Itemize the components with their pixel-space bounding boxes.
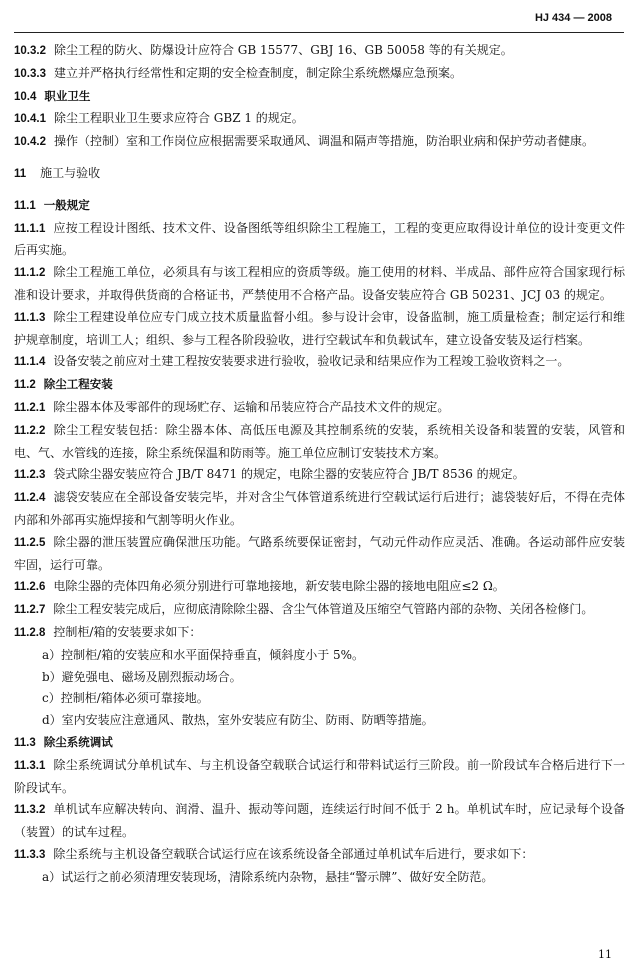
clause-text: 除尘器本体及零部件的现场贮存、运输和吊装应符合产品技术文件的规定。 [53,399,450,414]
paragraph [14,532,625,577]
paragraph [14,218,625,263]
clause-number: 11 [14,167,27,180]
paragraph [14,599,625,622]
paragraph [14,420,625,465]
clause-text: 操作（控制）室和工作岗位应根据需要采取通风、调温和隔声等措施，防治职业病和保护劳动者健康。 [53,134,594,149]
section-heading [14,732,625,755]
clause-text: 电除尘器的壳体四角必须分别进行可靠地接地，新安装电除尘器的接地电阻应≤2 Ω。 [53,579,505,594]
list-item [14,688,625,710]
list-item [14,867,625,889]
clause-text: d）室内安装应注意通风、散热，室外安装应有防尘、防雨、防晒等措施。 [42,713,434,728]
clause-text: 除尘工程安装完成后，应彻底清除除尘器、含尘气体管道及压缩空气管路内部的杂物、关闭各检修门。 [53,602,594,617]
paragraph [14,262,625,307]
section-heading [14,195,625,218]
clause-number: 11.2.5 [14,536,46,549]
document-body [14,40,625,888]
paragraph [14,799,625,844]
clause-text: 除尘系统调试分单机试车、与主机设备空载联合试运行和带料试运行三阶段。前一阶段试车合格后进行下一阶段试车。 [14,757,625,795]
clause-text: 除尘工程建设单位应专门成立技术质量监督小组。参与设计会审，设备监制，施工质量检查；制定运行和维护规章制度，培训工人；组织、参与工程各阶段验收，进行空载试车和负载试车，建立设备安装及运行档案。 [14,309,625,347]
clause-number: 11.1.3 [14,311,46,324]
clause-text: 职业卫生 [44,88,91,103]
chapter-heading [14,163,625,186]
clause-number: 10.3.3 [14,67,46,80]
paragraph [14,622,625,645]
paragraph [14,63,625,86]
section-heading [14,86,625,109]
clause-number: 11.2.1 [14,401,46,414]
clause-text: 袋式除尘器安装应符合 JB/T 8471 的规定，电除尘器的安装应符合 JB/T 8536 的规定。 [53,467,525,482]
clause-number: 11.2.2 [14,424,46,437]
clause-text: 除尘系统调试 [43,734,113,749]
clause-number: 11.1.1 [14,222,46,235]
clause-text: b）避免强电、磁场及剧烈振动场合。 [42,669,242,684]
clause-text: 除尘工程施工单位，必须具有与该工程相应的资质等级。施工使用的材料、半成品、部件应符合国家现行标准和设计要求，并取得供货商的合格证书，严禁使用不合格产品。设备安装应符合 GB 50231、JCJ 03 的规定。 [14,265,625,302]
list-item [14,645,625,667]
paragraph [14,464,625,487]
paragraph [14,40,625,63]
clause-number: 11.2.8 [14,626,46,639]
list-item [14,667,625,689]
clause-number: 11.3.2 [14,804,46,817]
clause-text: c）控制柜/箱体必须可靠接地。 [42,691,209,706]
paragraph [14,755,625,800]
clause-number: 11.2.6 [14,581,46,594]
clause-text: 滤袋安装应在全部设备安装完毕，并对含尘气体管道系统进行空载试运行后进行；滤袋装好后，不得在壳体内部和外部再实施焊接和气割等明火作业。 [14,490,625,527]
clause-text: 应按工程设计图纸、技术文件、设备图纸等组织除尘工程施工，工程的变更应取得设计单位的设计变更文件后再实施。 [14,220,625,258]
clause-text: 设备安装之前应对土建工程按安装要求进行验收，验收记录和结果应作为工程竣工验收资料之一。 [53,354,570,369]
clause-text: 除尘工程安装 [43,377,113,392]
paragraph [14,487,625,532]
paragraph [14,844,625,867]
clause-text: 除尘工程的防火、防爆设计应符合 GB 15577、GBJ 16、GB 50058 等的有关规定。 [53,43,513,57]
page-number: 11 [598,948,612,961]
clause-number: 10.4.2 [14,136,46,149]
clause-number: 11.2.7 [14,604,46,617]
clause-text: 除尘器的泄压装置应确保泄压功能。气路系统要保证密封，气动元件动作应灵活、准确。各运动部件应安装牢固，运行可靠。 [14,534,625,572]
clause-number: 11.2.4 [14,492,46,505]
paragraph [14,397,625,420]
clause-text: 除尘工程安装包括：除尘器本体、高低压电源及其控制系统的安装，系统相关设备和装置的安装，风管和电、气、水管线的连接，除尘系统保温和防雨等。施工单位应制订安装技术方案。 [14,422,625,460]
clause-number: 11.2.3 [14,469,46,482]
paragraph [14,131,625,154]
paragraph [14,351,625,374]
clause-text: 建立并严格执行经常性和定期的安全检查制度，制定除尘系统燃爆应急预案。 [53,65,462,80]
clause-number: 11.3.1 [14,759,46,772]
clause-number: 11.3 [14,736,36,749]
header-rule [14,32,624,33]
clause-text: a）试运行之前必须清理安装现场，清除系统内杂物，悬挂“警示牌”、做好安全防范。 [42,869,494,884]
clause-number: 11.1 [14,199,36,212]
paragraph [14,307,625,352]
clause-number: 11.1.4 [14,356,46,369]
clause-number: 11.2 [14,379,36,392]
document-code: HJ 434 — 2008 [534,12,612,24]
clause-text: 除尘工程职业卫生要求应符合 GBZ 1 的规定。 [53,111,304,126]
clause-text: a）控制柜/箱的安装应和水平面保持垂直，倾斜度小于 5%。 [42,647,365,662]
list-item [14,710,625,732]
clause-number: 11.1.2 [14,267,46,280]
clause-text: 施工与验收 [40,165,101,180]
clause-text: 一般规定 [43,197,90,212]
paragraph [14,108,625,131]
clause-number: 10.4.1 [14,113,46,126]
clause-text: 单机试车应解决转向、润滑、温升、振动等问题，连续运行时间不低于 2 h。单机试车时，应记录每个设备（装置）的试车过程。 [14,802,625,840]
clause-number: 10.3.2 [14,45,46,57]
paragraph [14,576,625,599]
clause-text: 除尘系统与主机设备空载联合试运行应在该系统设备全部通过单机试车后进行，要求如下： [53,846,534,861]
clause-number: 11.3.3 [14,848,46,861]
clause-text: 控制柜/箱的安装要求如下： [53,624,202,639]
clause-number: 10.4 [14,90,37,103]
section-heading [14,374,625,397]
